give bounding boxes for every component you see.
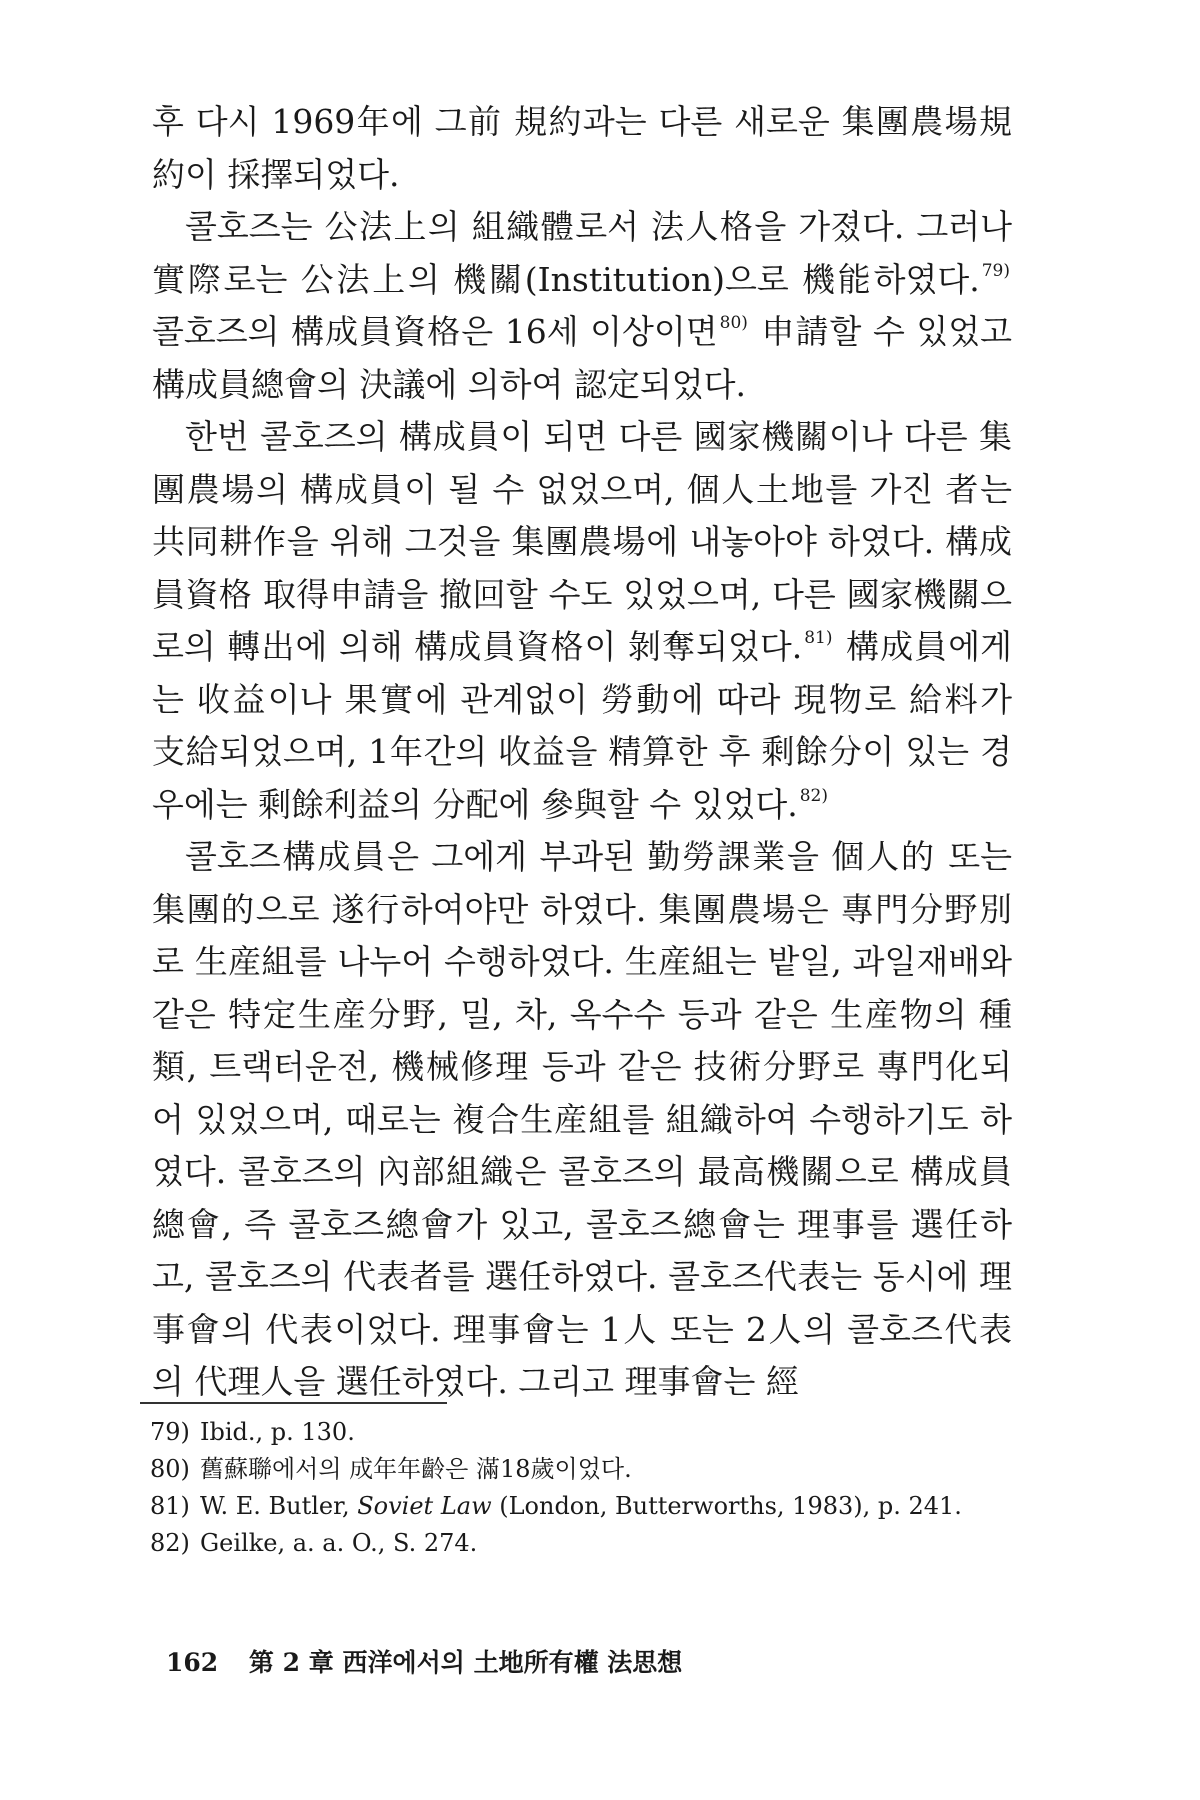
text-run: Ibid., p. 130. [200,1418,355,1446]
running-footer [166,1643,682,1679]
footnote-ref: 81) [804,628,833,648]
text-run: 콜호즈構成員은 그에게 부과된 勤勞課業을 個人的 또는 集團的으로 遂行하여야만 하였다. 集團農場은 專門分野別로 生産組를 나누어 수행하였다. 生産組는 밭일, 과일재배와 같은 特定生産分野, 밀, 차, 옥수수 등과 같은 生産物의 種類, 트랙터운전, 機械修理 등과 같은 技術分野로 專門化되어 있었으며, 때로는 複合生産組를 組織하여 수행하기도 하였다. 콜호즈의 內部組織은 콜호즈의 最高機關으로 構成員總會, 즉 콜호즈總會가 있고, 콜호즈總會는 理事를 選任하고, 콜호즈의 代表者를 選任하였다. 콜호즈代表는 동시에 理事會의 代表이었다. 理事會는 1人 또는 2人의 콜호즈代表의 代理人을 選任하였다. 그리고 理事會는 經 [152,837,1012,1401]
text-run: 콜호즈의 構成員資格은 16세 이상이면 [152,312,718,351]
chapter-title: 西洋에서의 土地所有權 法思想 [342,1648,683,1677]
text-run: W. E. Butler, [200,1492,358,1520]
footnote-number: 80) [150,1455,190,1483]
footnote [150,1451,1010,1488]
italic-title: Soviet Law [357,1492,492,1520]
footnotes [150,1414,1010,1562]
footnote [150,1525,1010,1562]
paragraph [152,831,1012,1409]
text-run: 후 다시 1969年에 그前 規約과는 다른 새로운 集團農場規約이 採擇되었다. [152,102,1012,194]
paragraph [152,96,1012,201]
footnote-ref: 80) [719,313,748,333]
body-text [152,96,1012,1409]
chapter-label: 第 2 章 [248,1648,334,1677]
footnote-text [200,1451,632,1488]
text-run: 콜호즈는 公法上의 組織體로서 法人格을 가졌다. 그러나 實際로는 公法上의 機關(Institution)으로 機能하였다. [152,207,1012,299]
text-run: 舊蘇聯에서의 成年年齡은 滿18歲이었다. [200,1455,632,1483]
footnote-number: 81) [150,1492,190,1520]
footnote-ref: 82) [799,785,828,806]
footnote [150,1488,1010,1525]
footnote-number: 82) [150,1529,190,1557]
text-run: 構成員에게는 收益이나 果實에 관계없이 勞動에 따라 現物로 給料가 支給되었으며, 1年간의 收益을 精算한 후 剩餘分이 있는 경우에는 剩餘利益의 分配에 參與할 수 있었다. [152,627,1012,824]
footnote-text [200,1488,962,1525]
text-run: 申請할 수 있었고 構成員總會의 決議에 의하여 認定되었다. [152,312,1012,404]
footnote [150,1414,1010,1451]
text-run: (London, Butterworths, 1983), p. 241. [491,1492,962,1520]
page-number: 162 [166,1648,219,1677]
paragraph [152,201,1012,411]
footnote-ref: 79) [981,260,1010,281]
text-run: Geilke, a. a. O., S. 274. [200,1529,478,1557]
footnote-text [200,1414,355,1451]
text-run: 한번 콜호즈의 構成員이 되면 다른 國家機關이나 다른 集團農場의 構成員이 될 수 없었으며, 個人土地를 가진 者는 共同耕作을 위해 그것을 集團農場에 내놓아야 하였다. 構成員資格 取得申請을 撤回할 수도 있었으며, 다른 國家機關으로의 轉出에 의해 構成員資格이 剝奪되었다. [152,417,1012,666]
footnote-divider [140,1402,447,1404]
footnote-number: 79) [150,1418,190,1446]
footnote-text [200,1525,477,1562]
paragraph [152,411,1012,831]
